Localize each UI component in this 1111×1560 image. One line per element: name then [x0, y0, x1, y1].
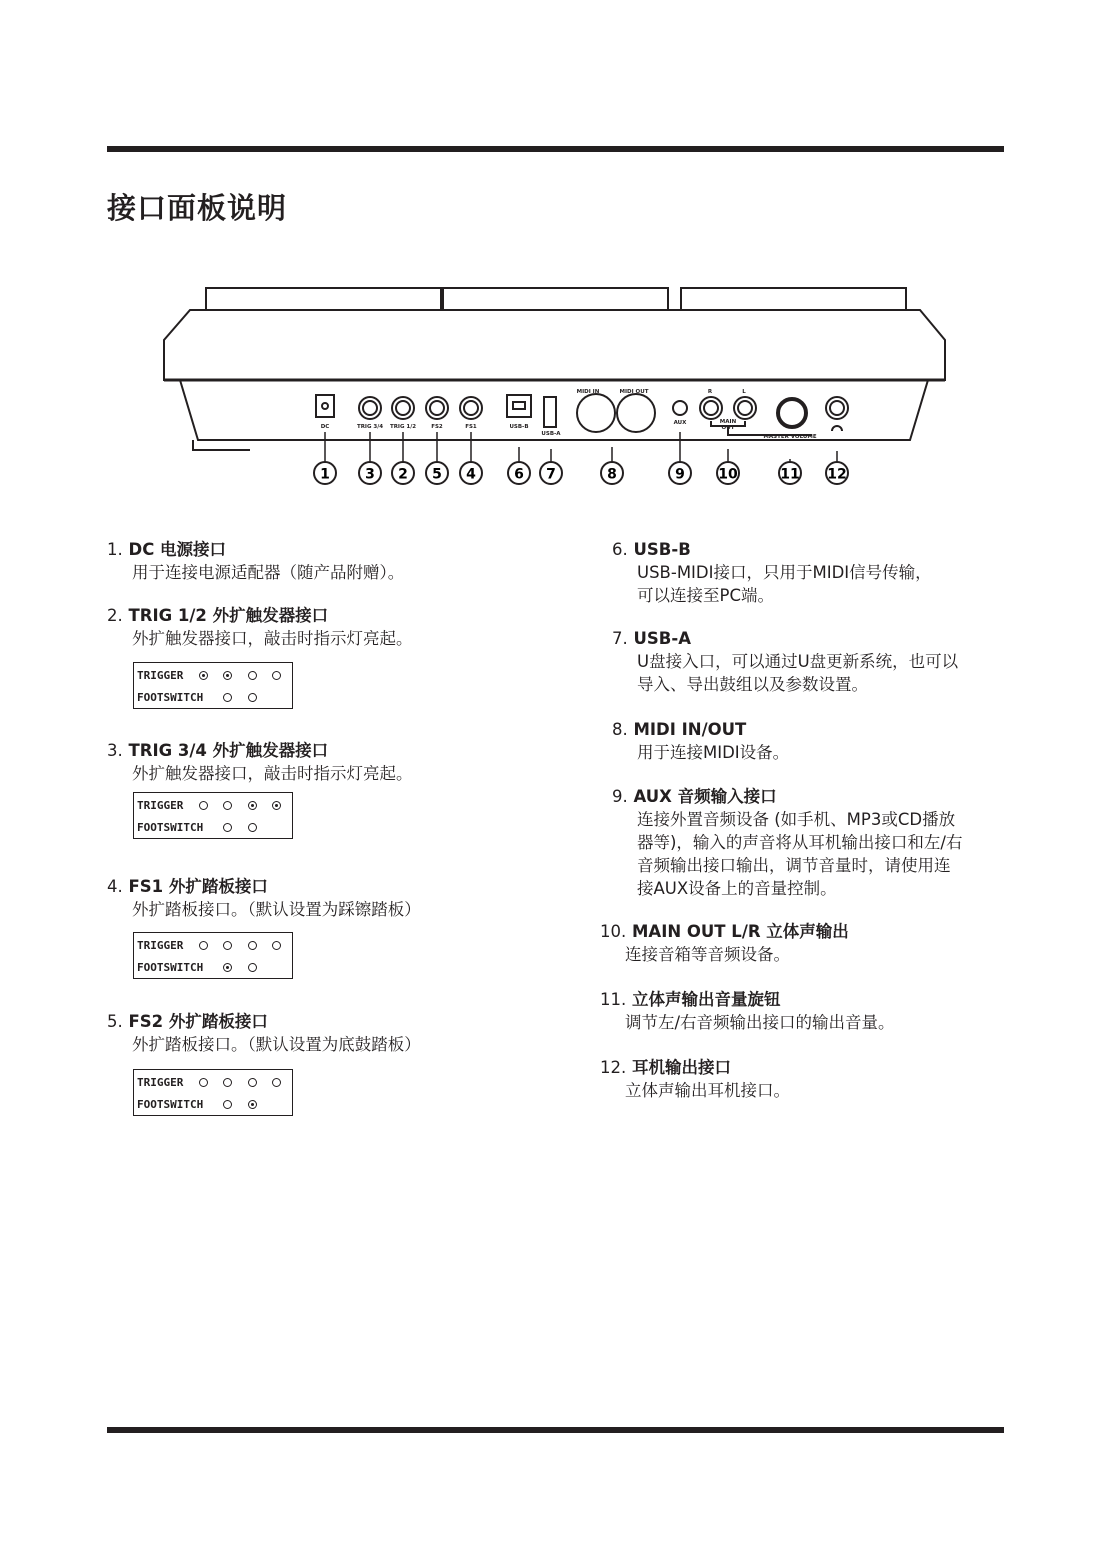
item-title: TRIG 1/2 外扩触发器接口 — [128, 606, 329, 625]
trigger-led-off — [272, 671, 281, 680]
port-description — [107, 739, 413, 785]
trigger-row — [137, 799, 183, 813]
item-heading — [107, 875, 421, 898]
item-title: FS1 外扩踏板接口 — [128, 877, 268, 896]
item-title: 耳机输出接口 — [632, 1058, 731, 1077]
footswitch-led-on — [248, 1100, 257, 1109]
port-label-master-volume: MASTER VOLUME — [763, 434, 817, 440]
item-heading — [612, 538, 932, 561]
item-number: 12. — [600, 1058, 627, 1077]
callout-number: 9 — [675, 466, 685, 483]
callout-number: 5 — [432, 466, 442, 483]
item-title: MAIN OUT L/R 立体声输出 — [632, 922, 849, 941]
footswitch-led-off — [223, 693, 232, 702]
callout-number: 11 — [780, 466, 800, 483]
item-number: 8. — [612, 720, 628, 739]
port-description — [612, 627, 958, 696]
footswitch-led-off — [248, 693, 257, 702]
callout-number: 6 — [514, 466, 524, 483]
footswitch-label: FOOTSWITCH — [137, 1098, 204, 1111]
item-description: 外扩踏板接口。（默认设置为底鼓踏板） — [132, 1035, 421, 1054]
trigger-led-off — [223, 801, 232, 810]
item-description: 可以连接至PC端。 — [637, 586, 774, 605]
item-heading — [612, 785, 963, 808]
trigger-led-on — [272, 801, 281, 810]
port-label-usb-b: USB-B — [509, 424, 529, 430]
port-label-usb-a: USB-A — [541, 431, 561, 437]
item-heading — [107, 604, 413, 627]
footswitch-led-off — [248, 963, 257, 972]
item-description: 连接外置音频设备 (如手机、MP3或CD播放 — [637, 810, 956, 829]
port-label-midi-out: MIDI OUT — [619, 389, 649, 395]
trigger-led-off — [199, 941, 208, 950]
item-description: 音频输出接口输出，调节音量时，请使用连 — [637, 856, 951, 875]
port-label-midi-in: MIDI IN — [576, 389, 600, 395]
indicator-box — [133, 932, 293, 979]
trigger-row — [137, 669, 183, 683]
footswitch-row — [137, 691, 203, 705]
item-heading — [612, 718, 789, 741]
item-heading — [107, 739, 413, 762]
trigger-led-on — [223, 671, 232, 680]
item-number: 5. — [107, 1012, 123, 1031]
item-description: 外扩踏板接口。（默认设置为踩镲踏板） — [132, 900, 421, 919]
trigger-row — [137, 939, 183, 953]
footswitch-led-off — [223, 1100, 232, 1109]
indicator-box — [133, 662, 293, 709]
item-heading — [600, 988, 895, 1011]
trigger-label: TRIGGER — [137, 1076, 184, 1089]
trigger-led-off — [199, 801, 208, 810]
top-rule — [107, 146, 1004, 152]
item-number: 11. — [600, 990, 627, 1009]
port-label-dc: DC — [320, 424, 330, 430]
item-title: MIDI IN/OUT — [633, 720, 747, 739]
footswitch-row — [137, 821, 203, 835]
item-heading — [107, 538, 404, 561]
item-description: USB-MIDI接口，只用于MIDI信号传输， — [637, 563, 932, 582]
port-description — [107, 604, 413, 650]
item-title: TRIG 3/4 外扩触发器接口 — [128, 741, 329, 760]
trigger-led-off — [248, 941, 257, 950]
trigger-label: TRIGGER — [137, 799, 184, 812]
item-title: 立体声输出音量旋钮 — [632, 990, 781, 1009]
item-number: 7. — [612, 629, 628, 648]
item-number: 3. — [107, 741, 123, 760]
item-description: 用于连接MIDI设备。 — [637, 743, 790, 762]
item-title: USB-A — [633, 629, 691, 648]
callout-number: 4 — [466, 466, 476, 483]
trigger-label: TRIGGER — [137, 939, 184, 952]
port-description — [600, 988, 895, 1034]
item-number: 1. — [107, 540, 123, 559]
trigger-led-on — [248, 801, 257, 810]
callout-number: 1 — [320, 466, 330, 483]
port-description — [612, 718, 789, 764]
port-label-out: OUT — [721, 425, 735, 431]
item-description: 外扩触发器接口，敲击时指示灯亮起。 — [132, 764, 413, 783]
trigger-label: TRIGGER — [137, 669, 184, 682]
bottom-rule — [107, 1427, 1004, 1433]
item-heading — [107, 1010, 421, 1033]
trigger-row — [137, 1076, 183, 1090]
callout-number: 8 — [607, 466, 617, 483]
item-number: 9. — [612, 787, 628, 806]
trigger-led-off — [223, 1078, 232, 1087]
item-title: AUX 音频输入接口 — [633, 787, 777, 806]
footswitch-label: FOOTSWITCH — [137, 961, 204, 974]
footswitch-led-off — [248, 823, 257, 832]
callout-number: 12 — [827, 466, 847, 483]
port-label-trig12: TRIG 1/2 — [389, 424, 417, 430]
item-description: 调节左/右音频输出接口的输出音量。 — [625, 1013, 895, 1032]
footswitch-label: FOOTSWITCH — [137, 691, 204, 704]
item-description: 用于连接电源适配器（随产品附赠）。 — [132, 563, 405, 582]
trigger-led-off — [272, 941, 281, 950]
port-description — [600, 920, 849, 966]
item-description: U盘接入口，可以通过U盘更新系统，也可以 — [637, 652, 959, 671]
item-description: 导入、导出鼓组以及参数设置。 — [637, 675, 868, 694]
item-number: 6. — [612, 540, 628, 559]
port-description — [107, 875, 421, 921]
item-description: 连接音箱等音频设备。 — [625, 945, 790, 964]
trigger-led-off — [248, 671, 257, 680]
port-description — [107, 1010, 421, 1056]
footswitch-label: FOOTSWITCH — [137, 821, 204, 834]
trigger-led-off — [199, 1078, 208, 1087]
callout-number: 7 — [546, 466, 556, 483]
item-heading — [600, 920, 849, 943]
port-label-main: MAIN — [719, 419, 737, 425]
callout-number: 10 — [718, 466, 738, 483]
callout-number: 2 — [398, 466, 408, 483]
item-description: 立体声输出耳机接口。 — [625, 1081, 790, 1100]
port-description — [612, 785, 963, 900]
trigger-led-off — [248, 1078, 257, 1087]
port-label-fs2: FS2 — [431, 424, 443, 430]
callout-number: 3 — [365, 466, 375, 483]
item-number: 10. — [600, 922, 627, 941]
port-label-r: R — [707, 389, 713, 395]
indicator-box — [133, 1069, 293, 1116]
trigger-led-off — [223, 941, 232, 950]
item-number: 2. — [107, 606, 123, 625]
footswitch-led-off — [223, 823, 232, 832]
item-description: 接AUX设备上的音量控制。 — [637, 879, 837, 898]
item-title: USB-B — [633, 540, 691, 559]
item-title: DC 电源接口 — [128, 540, 227, 559]
item-description: 器等)，输入的声音将从耳机输出接口和左/右 — [637, 833, 963, 852]
item-heading — [600, 1056, 790, 1079]
footswitch-row — [137, 961, 203, 975]
port-description — [600, 1056, 790, 1102]
item-number: 4. — [107, 877, 123, 896]
rear-panel-diagram — [150, 285, 960, 495]
trigger-led-on — [199, 671, 208, 680]
item-description: 外扩触发器接口，敲击时指示灯亮起。 — [132, 629, 413, 648]
port-label-l: L — [742, 389, 746, 395]
trigger-led-off — [272, 1078, 281, 1087]
port-description — [107, 538, 404, 584]
port-label-aux: AUX — [673, 420, 687, 426]
item-title: FS2 外扩踏板接口 — [128, 1012, 268, 1031]
port-label-trig34: TRIG 3/4 — [356, 424, 384, 430]
port-description — [612, 538, 932, 607]
port-label-fs1: FS1 — [465, 424, 477, 430]
item-heading — [612, 627, 958, 650]
footswitch-led-on — [223, 963, 232, 972]
page-title: 接口面板说明 — [107, 191, 288, 225]
indicator-box — [133, 792, 293, 839]
footswitch-row — [137, 1098, 203, 1112]
